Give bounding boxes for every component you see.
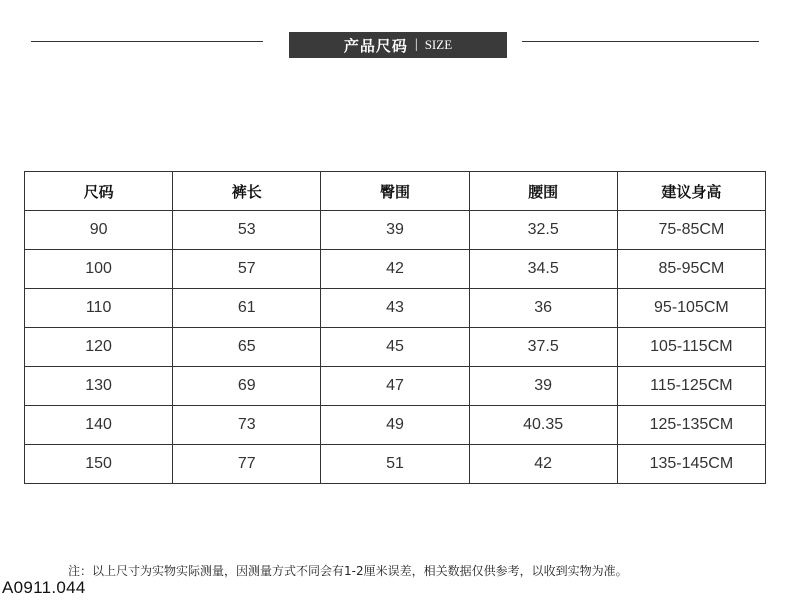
cell-hip: 43	[321, 289, 469, 328]
cell-size: 150	[25, 445, 173, 484]
cell-length: 65	[173, 328, 321, 367]
title-english: SIZE	[424, 37, 453, 52]
cell-size: 110	[25, 289, 173, 328]
table-row	[25, 250, 766, 289]
measurement-note: 注：以上尺寸为实物实际测量，因测量方式不同会有1-2厘米误差，相关数据仅供参考，以收到实物为准。	[68, 564, 628, 578]
cell-length: 77	[173, 445, 321, 484]
table-row	[25, 406, 766, 445]
col-header-hip: 臀围	[321, 172, 469, 211]
table-row	[25, 289, 766, 328]
col-header-height: 建议身高	[617, 172, 765, 211]
col-header-waist: 腰围	[469, 172, 617, 211]
cell-waist: 34.5	[469, 250, 617, 289]
cell-hip: 45	[321, 328, 469, 367]
cell-waist: 36	[469, 289, 617, 328]
cell-waist: 39	[469, 367, 617, 406]
title-separator: |	[414, 37, 418, 52]
cell-waist: 37.5	[469, 328, 617, 367]
cell-height: 135-145CM	[617, 445, 765, 484]
col-header-length: 裤长	[173, 172, 321, 211]
cell-hip: 51	[321, 445, 469, 484]
cell-size: 140	[25, 406, 173, 445]
cell-height: 115-125CM	[617, 367, 765, 406]
cell-hip: 47	[321, 367, 469, 406]
table-row	[25, 445, 766, 484]
cell-height: 75-85CM	[617, 211, 765, 250]
cell-waist: 42	[469, 445, 617, 484]
cell-waist: 40.35	[469, 406, 617, 445]
cell-length: 53	[173, 211, 321, 250]
header-rule-right	[522, 41, 759, 42]
table-row	[25, 328, 766, 367]
cell-waist: 32.5	[469, 211, 617, 250]
cell-length: 57	[173, 250, 321, 289]
cell-size: 120	[25, 328, 173, 367]
size-chart-table	[24, 171, 766, 484]
header-rule-left	[31, 41, 263, 42]
title-chinese: 产品尺码	[343, 36, 408, 55]
table-row	[25, 367, 766, 406]
cell-hip: 49	[321, 406, 469, 445]
cell-length: 69	[173, 367, 321, 406]
table-header-row	[25, 172, 766, 211]
product-code: A0911.044	[2, 578, 86, 597]
table-row	[25, 211, 766, 250]
cell-height: 105-115CM	[617, 328, 765, 367]
cell-length: 73	[173, 406, 321, 445]
size-title-banner	[289, 32, 507, 58]
cell-size: 130	[25, 367, 173, 406]
cell-height: 95-105CM	[617, 289, 765, 328]
col-header-size: 尺码	[25, 172, 173, 211]
cell-hip: 42	[321, 250, 469, 289]
cell-size: 90	[25, 211, 173, 250]
cell-height: 125-135CM	[617, 406, 765, 445]
cell-size: 100	[25, 250, 173, 289]
cell-hip: 39	[321, 211, 469, 250]
cell-length: 61	[173, 289, 321, 328]
cell-height: 85-95CM	[617, 250, 765, 289]
